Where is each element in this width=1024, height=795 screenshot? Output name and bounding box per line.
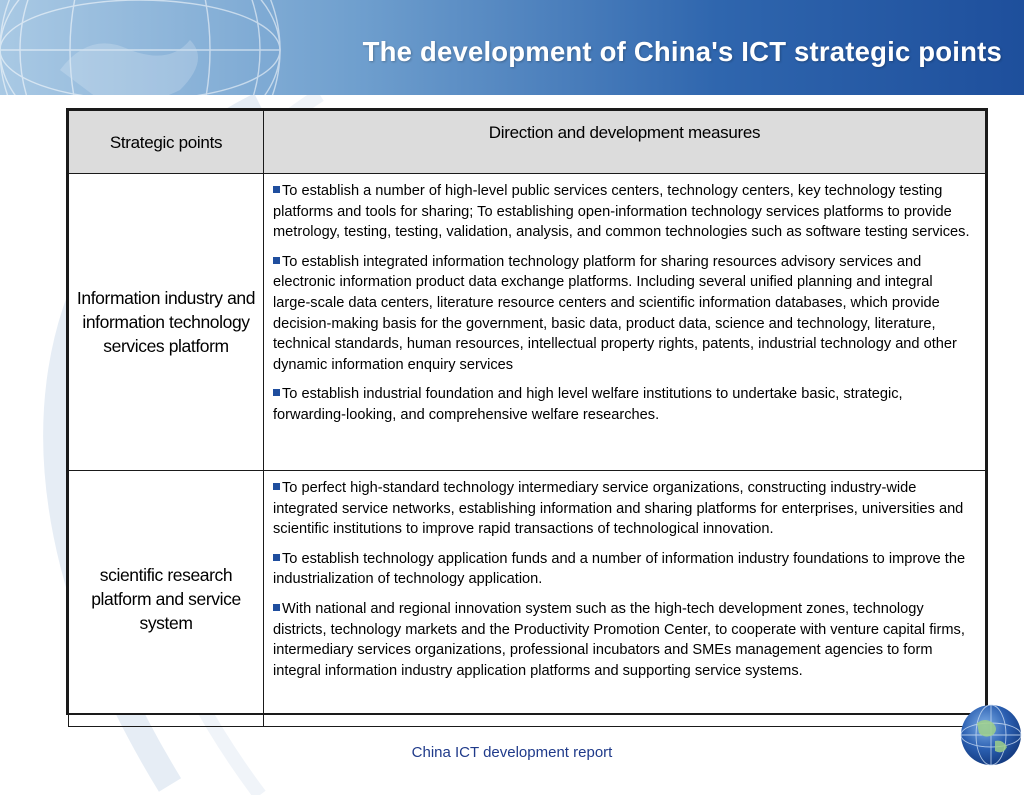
square-bullet-icon <box>273 483 280 490</box>
column-header-direction-measures: Direction and development measures <box>264 111 986 174</box>
measures-cell <box>264 471 986 727</box>
measure-text: To establish a number of high-level public services centers, technology centers, key technology testing platforms and tools for sharing; To establishing open-information technology services platforms to provide metrology, testing, testing, validation, analysis, and common technologies such as software testing services. <box>273 183 970 241</box>
page-title: The development of China's ICT strategic points <box>362 36 1002 67</box>
table-row <box>69 471 986 727</box>
strategic-point-cell <box>69 471 264 727</box>
square-bullet-icon <box>273 554 280 561</box>
measure-text: To establish industrial foundation and high level welfare institutions to undertake basic, strategic, forwarding-looking, and comprehensive welfare researches. <box>273 386 903 423</box>
table-row <box>69 174 986 471</box>
square-bullet-icon <box>273 257 280 264</box>
measure-text: With national and regional innovation system such as the high-tech development zones, technology districts, technology markets and the Productivity Promotion Center, to cooperate with venture capital firms, intermediary services organizations, professional incubators and SMEs management agencies to form integral information industry application platforms and supporting service systems. <box>273 600 965 679</box>
globe-corner-icon <box>957 701 1023 767</box>
strategic-point-cell <box>69 174 264 471</box>
globe-banner-icon <box>0 0 320 95</box>
strategic-points-table <box>66 108 988 715</box>
strategic-point-label: Information industry and information technology services platform <box>76 288 256 356</box>
measure-item <box>273 599 971 681</box>
measure-text: To establish technology application funds and a number of information industry foundations to improve the industrialization of technology application. <box>273 550 966 588</box>
strategic-point-label: scientific research platform and service system <box>91 564 241 633</box>
measure-text: To establish integrated information technology platform for sharing resources advisory services and electronic information product data exchange platforms. Including several unified planning and integral large-scale data centers, literature resource centers and scientific information databases, which provide decision-making basis for the government, basic data, product data, science and technology, literature, technical standards, human resources, intellectual property rights, patents, industrial technology and other dynamic information enquiry services <box>273 253 957 373</box>
table-header-row <box>69 111 986 174</box>
measure-item <box>273 252 971 376</box>
square-bullet-icon <box>273 389 280 396</box>
square-bullet-icon <box>273 604 280 611</box>
title-banner <box>0 0 1024 95</box>
footer-text: China ICT development report <box>411 744 613 761</box>
column-header-strategic-points: Strategic points <box>69 111 264 174</box>
square-bullet-icon <box>273 186 280 193</box>
measure-item <box>273 384 971 425</box>
measure-item <box>273 478 971 540</box>
measure-item <box>273 181 971 243</box>
measures-cell <box>264 174 986 471</box>
measure-item <box>273 549 971 590</box>
measure-text: To perfect high-standard technology intermediary service organizations, constructing industry-wide integrated service networks, establishing information and sharing platforms for enterprises, universities and scientific institutions to improve rapid transactions of technological innovation. <box>273 480 964 538</box>
